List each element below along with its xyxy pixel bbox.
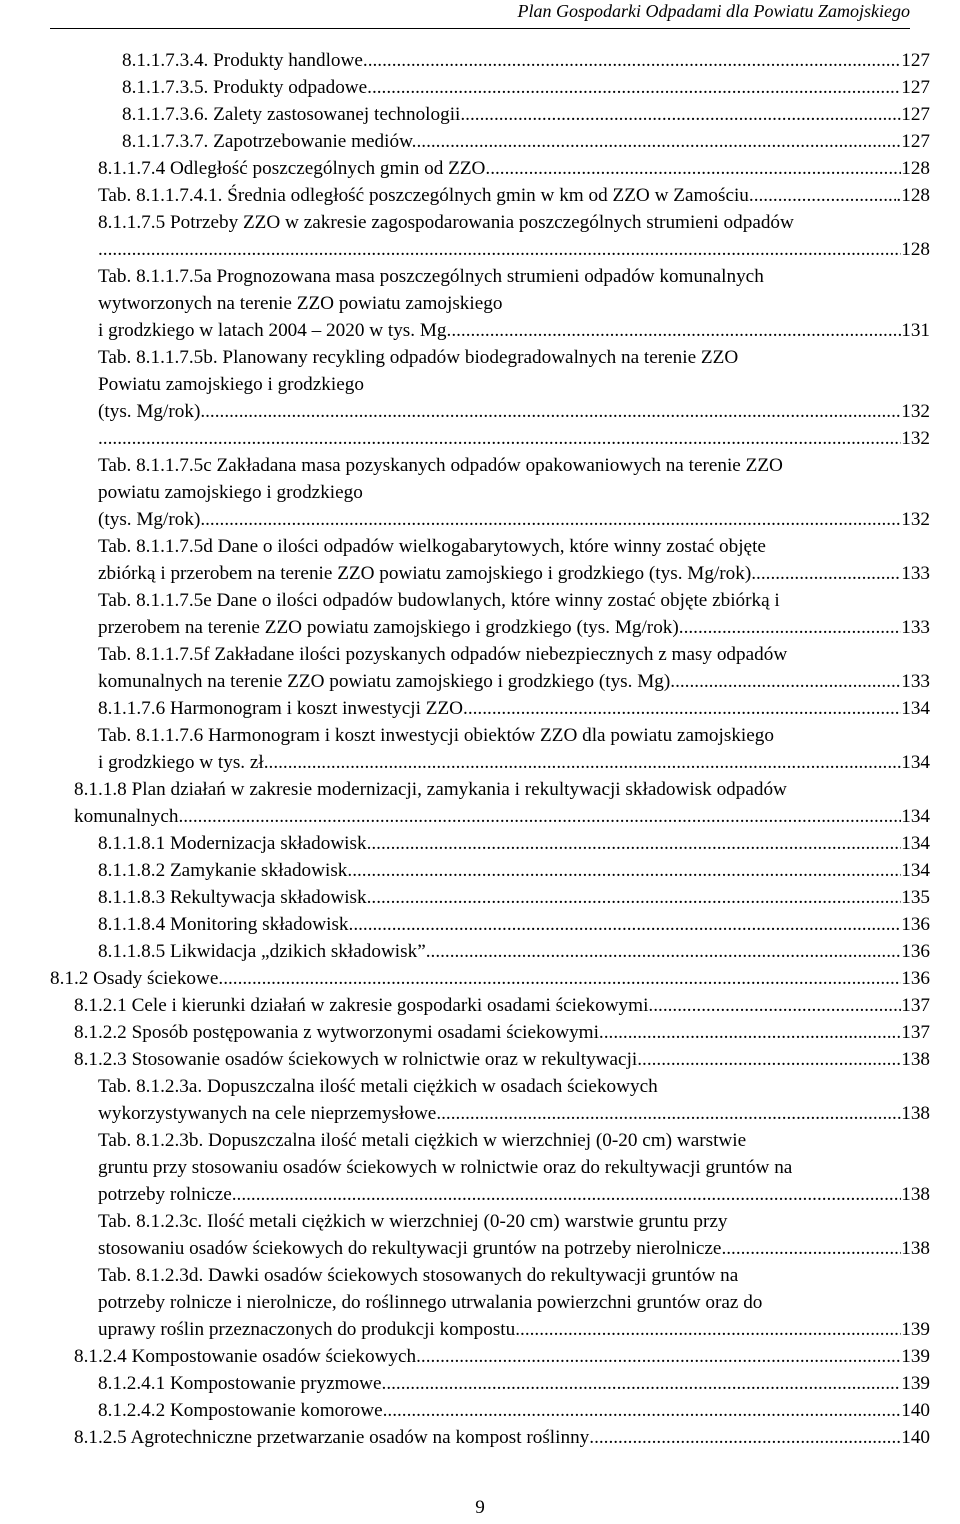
toc-page-number: 132 xyxy=(901,428,930,449)
toc-page-number: 128 xyxy=(901,158,930,179)
toc-page-number: 132 xyxy=(901,401,930,422)
toc-page-number: 134 xyxy=(901,698,930,719)
dot-leader xyxy=(589,1424,901,1451)
toc-entry[interactable] xyxy=(0,1262,960,1343)
toc-entry-text: i grodzkiego w latach 2004 – 2020 w tys. Mg xyxy=(98,320,447,341)
dot-leader xyxy=(368,47,902,74)
dot-leader xyxy=(383,1397,902,1424)
toc-entry[interactable] xyxy=(0,992,960,1019)
toc-entry-text: uprawy roślin przeznaczonych do produkcji kompostu xyxy=(98,1319,516,1340)
toc-entry-text: potrzeby rolnicze xyxy=(98,1184,232,1205)
toc-entry-text: 8.1.2.2 Sposób postępowania z wytworzonymi osadami ściekowymi xyxy=(74,1022,599,1043)
running-header: Plan Gospodarki Odpadami dla Powiatu Zamojskiego xyxy=(517,1,910,21)
page-number: 9 xyxy=(475,1497,485,1518)
toc-entry[interactable] xyxy=(0,1397,960,1424)
toc-page-number: 133 xyxy=(901,617,930,638)
toc-page-number: 138 xyxy=(901,1103,930,1124)
toc-page-number: 137 xyxy=(901,1022,930,1043)
toc-entry-text: komunalnych xyxy=(74,806,179,827)
dot-leader xyxy=(349,911,902,938)
toc-page-number: 128 xyxy=(901,239,930,260)
toc-entry-text: Tab. 8.1.2.3d. Dawki osadów ściekowych stosowanych do rekultywacji gruntów na xyxy=(98,1265,739,1286)
dot-leader xyxy=(599,1019,901,1046)
toc-entry[interactable] xyxy=(0,101,960,128)
toc-entry-text: 8.1.2.4.2 Kompostowanie komorowe xyxy=(98,1400,383,1421)
toc-entry-text: stosowaniu osadów ściekowych do rekultywacji gruntów na potrzeby nierolnicze xyxy=(98,1238,722,1259)
toc-entry-text: Tab. 8.1.1.7.5a Prognozowana masa poszczególnych strumieni odpadów komunalnych xyxy=(98,266,764,287)
dot-leader xyxy=(382,1370,902,1397)
toc-page-number: 133 xyxy=(901,563,930,584)
toc-entry[interactable] xyxy=(0,1370,960,1397)
dot-leader xyxy=(232,1181,902,1208)
toc-page-number: 134 xyxy=(901,752,930,773)
toc-page-number: 138 xyxy=(901,1049,930,1070)
toc-entry-text: gruntu przy stosowaniu osadów ściekowych w rolnictwie oraz do rekultywacji gruntów na xyxy=(98,1157,793,1178)
dot-leader xyxy=(178,803,901,830)
toc-entry[interactable] xyxy=(0,776,960,830)
toc-page-number: 135 xyxy=(901,887,930,908)
toc-page-number: .128 xyxy=(896,185,930,206)
dot-leader xyxy=(447,317,902,344)
dot-leader xyxy=(416,1343,901,1370)
toc-entry[interactable] xyxy=(0,695,960,722)
toc-entry[interactable] xyxy=(0,722,960,776)
toc-entry-text: Tab. 8.1.2.3c. Ilość metali ciężkich w wierzchniej (0-20 cm) warstwie gruntu przy xyxy=(98,1211,728,1232)
toc-page-number: 127 xyxy=(901,77,930,98)
dot-leader xyxy=(721,1235,901,1262)
toc-page-number: 138 xyxy=(901,1238,930,1259)
toc-page-number: 127 xyxy=(901,104,930,125)
toc-entry-text: 8.1.1.8.5 Likwidacja „dzikich składowisk” xyxy=(98,941,426,962)
toc-page-number: 136 xyxy=(901,941,930,962)
toc-page-number: 139 xyxy=(901,1346,930,1367)
toc-page-number: 136 xyxy=(901,968,930,989)
dot-leader xyxy=(98,236,901,263)
toc-entry-text: 8.1.1.8.3 Rekultywacja składowisk xyxy=(98,887,367,908)
toc-entry[interactable] xyxy=(0,209,960,263)
toc-entry-text: Tab. 8.1.1.7.5c Zakładana masa pozyskanych odpadów opakowaniowych na terenie ZZO xyxy=(98,455,783,476)
toc-page-number: 138 xyxy=(901,1184,930,1205)
toc-entry-text: komunalnych na terenie ZZO powiatu zamojskiego i grodzkiego (tys. Mg) xyxy=(98,671,671,692)
toc-entry-text: 8.1.1.8 Plan działań w zakresie modernizacji, zamykania i rekultywacji składowisk odpadów xyxy=(74,779,787,800)
dot-leader xyxy=(98,425,901,452)
toc-entry-text: Tab. 8.1.1.7.5d Dane o ilości odpadów wielkogabarytowych, które winny zostać objęte xyxy=(98,536,766,557)
toc-entry-text: 8.1.1.8.2 Zamykanie składowisk xyxy=(98,860,348,881)
toc-entry-text: (tys. Mg/rok) xyxy=(98,401,201,422)
dot-leader xyxy=(367,884,902,911)
toc-entry-text: 8.1.1.7.6 Harmonogram i koszt inwestycji ZZO xyxy=(98,698,464,719)
toc-entry[interactable] xyxy=(0,884,960,911)
toc-page-number: 134 xyxy=(901,833,930,854)
toc-entry-text: 8.1.2 Osady ściekowe xyxy=(50,968,219,989)
toc-entry-text: powiatu zamojskiego i grodzkiego xyxy=(98,482,363,503)
dot-leader xyxy=(426,938,902,965)
toc-page-number: 137 xyxy=(901,995,930,1016)
toc-entry-text: Tab. 8.1.1.7.6 Harmonogram i koszt inwestycji obiektów ZZO dla powiatu zamojskiego xyxy=(98,725,774,746)
toc-entry[interactable] xyxy=(0,1046,960,1073)
toc-page-number: 136 xyxy=(901,914,930,935)
toc-entry-text: Tab. 8.1.1.7.4.1. Średnia odległość poszczególnych gmin w km od ZZO w Zamościu. xyxy=(98,185,754,206)
dot-leader xyxy=(679,614,901,641)
dot-leader xyxy=(485,155,901,182)
toc-entry-text: zbiórką i przerobem na terenie ZZO powiatu zamojskiego i grodzkiego (tys. Mg/rok). xyxy=(98,563,757,584)
toc-page-number: 140 xyxy=(901,1400,930,1421)
header-rule xyxy=(50,28,910,29)
toc-page-number: 133 xyxy=(901,671,930,692)
toc-entry-text: wytworzonych na terenie ZZO powiatu zamojskiego xyxy=(98,293,503,314)
toc-entry[interactable] xyxy=(0,587,960,641)
dot-leader xyxy=(436,1100,901,1127)
toc-entry[interactable] xyxy=(0,74,960,101)
toc-page-number: 134 xyxy=(901,860,930,881)
toc-entry-text: wykorzystywanych na cele nieprzemysłowe xyxy=(98,1103,437,1124)
toc-entry-text: potrzeby rolnicze i nierolnicze, do roślinnego utrwalania powierzchni gruntów oraz do xyxy=(98,1292,763,1313)
toc-page-number: 140 xyxy=(901,1427,930,1448)
toc-entry-text: 8.1.1.7.3.6. Zalety zastosowanej technologii. xyxy=(122,104,466,125)
dot-leader xyxy=(200,398,901,425)
dot-leader xyxy=(372,74,901,101)
toc-entry-text: 8.1.1.7.4 Odległość poszczególnych gmin od ZZO xyxy=(98,158,486,179)
toc-entry[interactable] xyxy=(0,1073,960,1127)
toc-entry[interactable] xyxy=(0,452,960,533)
dot-leader xyxy=(465,101,901,128)
toc-entry-text: 8.1.2.1 Cele i kierunki działań w zakresie gospodarki osadami ściekowymi xyxy=(74,995,649,1016)
toc-entry[interactable] xyxy=(0,263,960,344)
dot-leader xyxy=(347,857,901,884)
toc-entry[interactable] xyxy=(0,1343,960,1370)
toc-entry-text: Powiatu zamojskiego i grodzkiego xyxy=(98,374,364,395)
toc-entry-text: 8.1.1.7.5 Potrzeby ZZO w zakresie zagospodarowania poszczególnych strumieni odpadów xyxy=(98,212,794,233)
toc-entry-text: Tab. 8.1.2.3a. Dopuszczalna ilość metali ciężkich w osadach ściekowych xyxy=(98,1076,658,1097)
toc-entry-text: 8.1.1.7.3.4. Produkty handlowe. xyxy=(122,50,368,71)
dot-leader xyxy=(264,749,901,776)
dot-leader xyxy=(463,695,901,722)
toc-entry-text: 8.1.1.7.3.5. Produkty odpadowe. xyxy=(122,77,372,98)
toc-entry[interactable] xyxy=(0,857,960,884)
dot-leader xyxy=(367,830,902,857)
toc-entry-text: Tab. 8.1.1.7.5b. Planowany recykling odpadów biodegradowalnych na terenie ZZO xyxy=(98,347,739,368)
toc-entry[interactable] xyxy=(0,1019,960,1046)
toc-entry[interactable] xyxy=(0,47,960,74)
toc-entry[interactable] xyxy=(0,128,960,155)
toc-entry-text: 8.1.1.8.4 Monitoring składowisk xyxy=(98,914,349,935)
toc-page-number: 134 xyxy=(901,806,930,827)
toc-entry[interactable] xyxy=(0,830,960,857)
toc-entry-text: Tab. 8.1.1.7.5f Zakładane ilości pozyskanych odpadów niebezpiecznych z masy odpadów xyxy=(98,644,788,665)
dot-leader xyxy=(416,128,901,155)
dot-leader xyxy=(637,1046,901,1073)
dot-leader xyxy=(754,182,897,209)
toc-entry[interactable] xyxy=(0,1208,960,1262)
toc-entry[interactable] xyxy=(0,425,960,452)
dot-leader xyxy=(218,965,901,992)
toc-page-number: 127 xyxy=(901,131,930,152)
toc-entry-text: (tys. Mg/rok) xyxy=(98,509,201,530)
toc-entry[interactable] xyxy=(0,155,960,182)
toc-page-number: 132 xyxy=(901,509,930,530)
toc-entry[interactable] xyxy=(0,1424,960,1451)
toc-entry-text: Tab. 8.1.1.7.5e Dane o ilości odpadów budowlanych, które winny zostać objęte zbiórką i xyxy=(98,590,780,611)
toc-entry[interactable] xyxy=(0,182,960,209)
toc-page-number: 127 xyxy=(901,50,930,71)
toc-entry[interactable] xyxy=(0,938,960,965)
toc-entry[interactable] xyxy=(0,965,960,992)
toc-entry[interactable] xyxy=(0,1127,960,1208)
toc-entry[interactable] xyxy=(0,344,960,425)
toc-page-number: 139 xyxy=(901,1319,930,1340)
toc-entry[interactable] xyxy=(0,533,960,587)
dot-leader xyxy=(648,992,901,1019)
toc-entry-text: przerobem na terenie ZZO powiatu zamojskiego i grodzkiego (tys. Mg/rok) xyxy=(98,617,679,638)
toc-entry-text: Tab. 8.1.2.3b. Dopuszczalna ilość metali ciężkich w wierzchniej (0-20 cm) warstwie xyxy=(98,1130,747,1151)
table-of-contents xyxy=(0,47,960,1451)
toc-entry-text: i grodzkiego w tys. zł xyxy=(98,752,264,773)
toc-entry-text: 8.1.1.8.1 Modernizacja składowisk xyxy=(98,833,367,854)
toc-entry-text: 8.1.2.4 Kompostowanie osadów ściekowych xyxy=(74,1346,417,1367)
toc-entry[interactable] xyxy=(0,641,960,695)
toc-entry[interactable] xyxy=(0,911,960,938)
dot-leader xyxy=(670,668,901,695)
toc-entry-text: 8.1.2.4.1 Kompostowanie pryzmowe xyxy=(98,1373,382,1394)
toc-entry-text: 8.1.2.3 Stosowanie osadów ściekowych w rolnictwie oraz w rekultywacji xyxy=(74,1049,638,1070)
toc-page-number: 131 xyxy=(901,320,930,341)
toc-entry-text: 8.1.1.7.3.7. Zapotrzebowanie mediów. xyxy=(122,131,417,152)
toc-entry-text: 8.1.2.5 Agrotechniczne przetwarzanie osadów na kompost roślinny xyxy=(74,1427,590,1448)
dot-leader xyxy=(756,560,901,587)
dot-leader xyxy=(515,1316,901,1343)
dot-leader xyxy=(200,506,901,533)
toc-page-number: 139 xyxy=(901,1373,930,1394)
